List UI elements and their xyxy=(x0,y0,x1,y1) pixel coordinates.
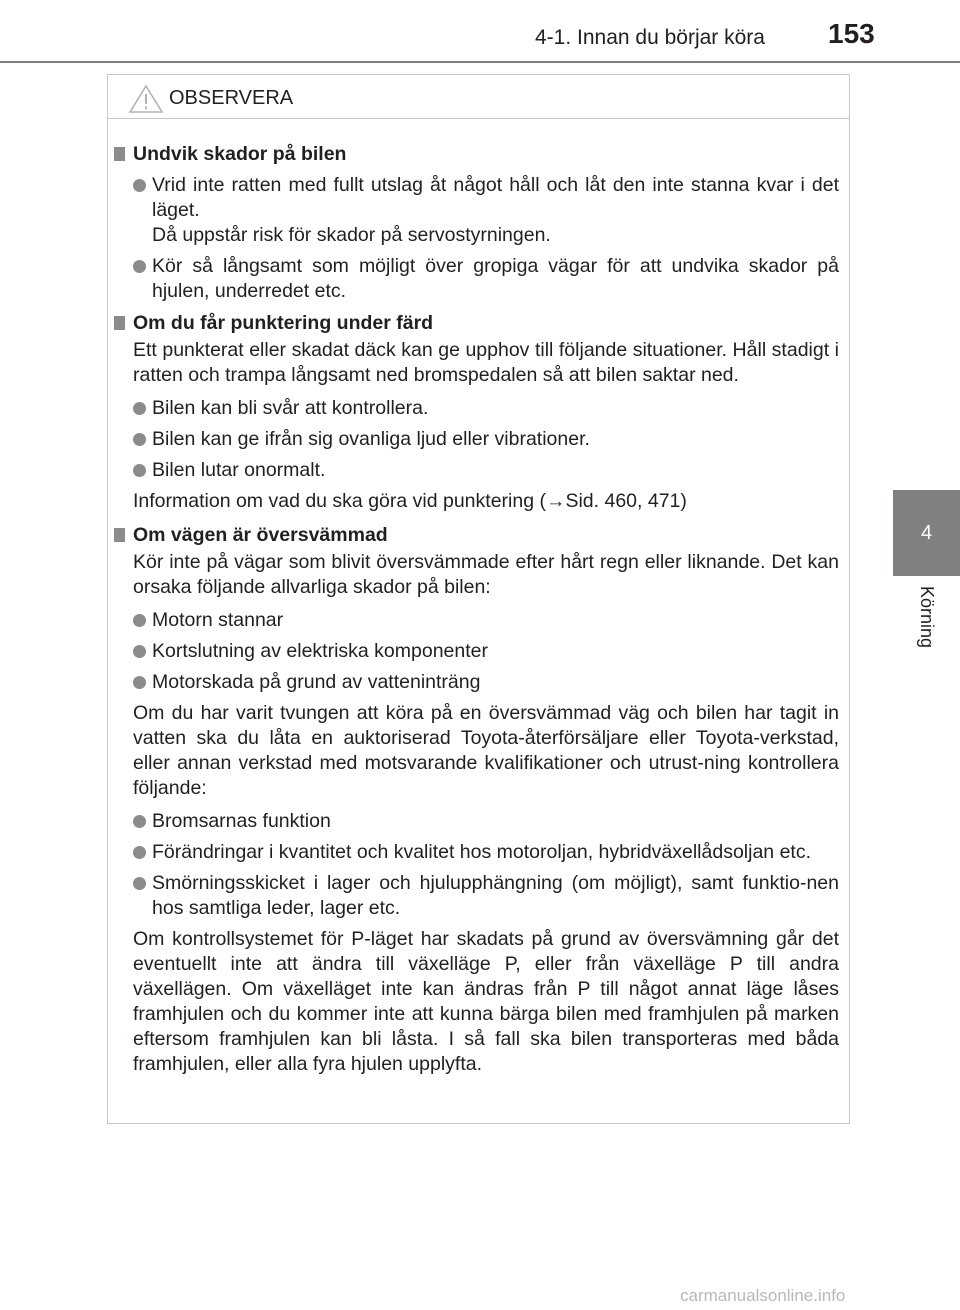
bullet-dot-icon xyxy=(133,179,146,192)
chapter-label-container xyxy=(893,586,960,676)
header-section-title: 4-1. Innan du börjar köra xyxy=(535,26,765,49)
paragraph: Om du har varit tvungen att köra på en översvämmad väg och bilen har tagit in vatten ska du låta en auktoriserad Toyota-återförsäljare eller Toyota-verkstad, eller annan verkstad med motsvarande kvalifikationer och utrust-ning kontrollera följande: xyxy=(133,702,839,799)
list-item-text: Förändringar i kvantitet och kvalitet hos motoroljan, hybridväxellådsoljan etc. xyxy=(152,841,812,863)
bullet-dot-icon xyxy=(133,877,146,890)
list-item xyxy=(133,639,839,664)
bullet-dot-icon xyxy=(133,260,146,273)
bullet-dot-icon xyxy=(133,614,146,627)
list-item xyxy=(133,254,839,304)
list-item-text: Bilen kan ge ifrån sig ovanliga ljud eller vibrationer. xyxy=(152,428,590,450)
bullet-dot-icon xyxy=(133,645,146,658)
section-heading-text: Om du får punktering under färd xyxy=(133,312,434,334)
list-item-text: Kortslutning av elektriska komponenter xyxy=(152,640,489,662)
square-bullet-icon xyxy=(114,528,125,542)
caution-box xyxy=(107,74,850,1124)
list-item xyxy=(133,608,839,633)
caution-header xyxy=(108,75,849,119)
caution-body xyxy=(108,119,849,1077)
list-item xyxy=(133,173,839,248)
list-item-text: Motorn stannar xyxy=(152,609,284,631)
list-item xyxy=(133,427,839,452)
bullet-dot-icon xyxy=(133,402,146,415)
list-item xyxy=(133,840,839,865)
list-item xyxy=(133,396,839,421)
paragraph: Ett punkterat eller skadat däck kan ge upphov till följande situationer. Håll stadigt i ratten och trampa långsamt ned bromspedalen så att bilen saktar ned. xyxy=(133,339,839,386)
list-item-text: Motorskada på grund av vatteninträng xyxy=(152,671,481,693)
list-item-text: Smörningsskicket i lager och hjulupphängning (om möjligt), samt funktio-nen hos samtliga leder, lager etc. xyxy=(152,872,839,919)
section-heading xyxy=(114,310,839,336)
header-divider xyxy=(0,61,960,63)
watermark: carmanualsonline.info xyxy=(680,1286,846,1305)
page-reference: Information om vad du ska göra vid punktering (→Sid. 460, 471) xyxy=(133,490,687,512)
list-item xyxy=(133,670,839,695)
bullet-dot-icon xyxy=(133,815,146,828)
section-heading-text: Undvik skador på bilen xyxy=(133,143,347,165)
section-heading xyxy=(114,141,839,167)
square-bullet-icon xyxy=(114,147,125,161)
list-item xyxy=(133,871,839,921)
bullet-dot-icon xyxy=(133,464,146,477)
list-item-text: Bilen lutar onormalt. xyxy=(152,459,326,481)
caution-title: OBSERVERA xyxy=(169,87,294,109)
section-heading xyxy=(114,522,839,548)
section-heading-text: Om vägen är översvämmad xyxy=(133,524,388,546)
list-item-text: Kör så långsamt som möjligt över gropiga vägar för att undvika skador på hjulen, underredet etc. xyxy=(152,255,839,302)
bullet-dot-icon xyxy=(133,433,146,446)
paragraph: Om kontrollsystemet för P-läget har skadats på grund av översvämning går det eventuellt inte att ändra till växelläge P, eller från växelläge P till andra växellägen. Om växelläget inte kan ändras från P till något annat läge låses framhjulen och du kommer inte att kunna bärga bilen med framhjulen på marken eftersom framhjulen kan bli låsta. I så fall ska bilen transporteras med båda framhjulen, eller alla fyra hjulen upplyfta. xyxy=(133,928,839,1075)
list-item-text: Bromsarnas funktion xyxy=(152,810,331,832)
chapter-tab xyxy=(893,490,960,576)
chapter-label: Körning xyxy=(917,586,937,649)
page-number: 153 xyxy=(828,18,875,49)
list-item xyxy=(133,809,839,834)
list-item-text: Vrid inte ratten med fullt utslag åt något håll och låt den inte stanna kvar i det läget. xyxy=(152,174,839,221)
bullet-dot-icon xyxy=(133,676,146,689)
chapter-number: 4 xyxy=(920,521,933,544)
bullet-dot-icon xyxy=(133,846,146,859)
paragraph: Kör inte på vägar som blivit översvämmade efter hårt regn eller liknande. Det kan orsaka följande allvarliga skador på bilen: xyxy=(133,551,839,598)
square-bullet-icon xyxy=(114,316,125,330)
list-item xyxy=(133,458,839,483)
page-header xyxy=(0,0,960,62)
list-item-text: Då uppstår risk för skador på servostyrningen. xyxy=(152,224,551,246)
warning-triangle-icon xyxy=(128,84,164,114)
list-item-text: Bilen kan bli svår att kontrollera. xyxy=(152,397,429,419)
